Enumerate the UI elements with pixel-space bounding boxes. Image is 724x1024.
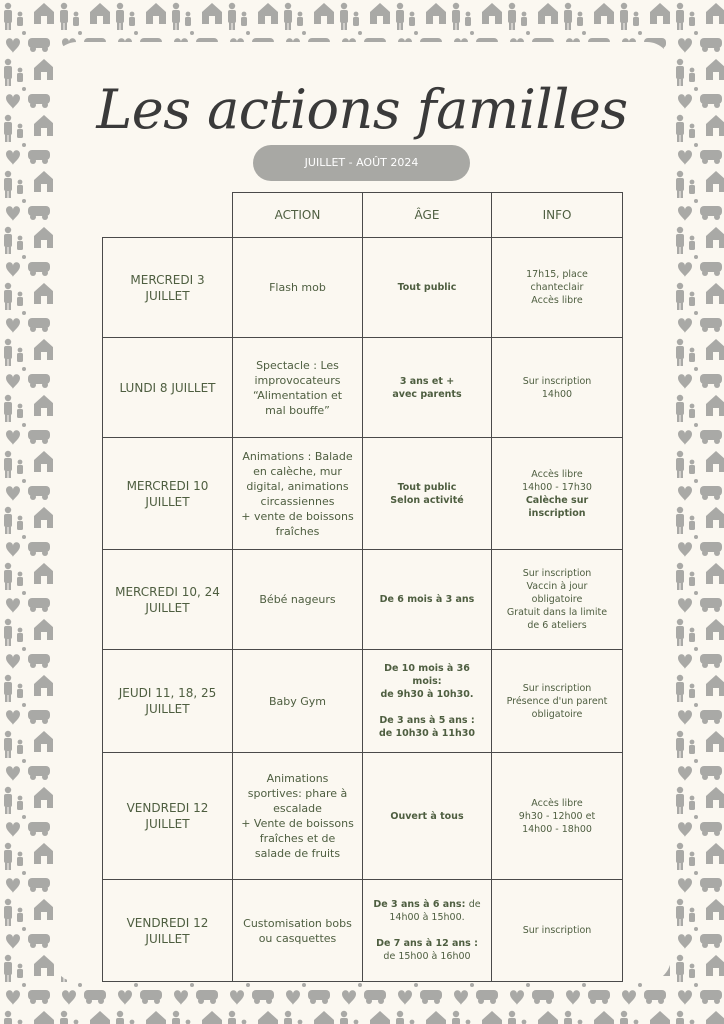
row-info: Sur inscription Vaccin à jour obligatoire Gratuit dans la limite de 6 ateliers — [492, 550, 623, 650]
table-row — [103, 238, 623, 338]
header-blank-cell — [103, 193, 233, 238]
row-day: LUNDI 8 JUILLET — [103, 338, 233, 438]
row-action: Bébé nageurs — [233, 550, 363, 650]
row-day: JEUDI 11, 18, 25 JUILLET — [103, 650, 233, 753]
page-title: Les actions familles — [96, 78, 628, 141]
row-age: Tout public Selon activité — [363, 438, 492, 550]
row-age: De 10 mois à 36 mois: de 9h30 à 10h30. De 3 ans à 5 ans : de 10h30 à 11h30 — [363, 650, 492, 753]
row-action: Customisation bobs ou casquettes — [233, 880, 363, 982]
table-row — [103, 880, 623, 982]
row-age: Ouvert à tous — [363, 753, 492, 880]
row-action: Baby Gym — [233, 650, 363, 753]
row-day: VENDREDI 12 JUILLET — [103, 880, 233, 982]
row-age: De 3 ans à 6 ans: de 14h00 à 15h00. De 7 ans à 12 ans : de 15h00 à 16h00 — [363, 880, 492, 982]
row-day: MERCREDI 10, 24 JUILLET — [103, 550, 233, 650]
table-row — [103, 753, 623, 880]
row-action: Spectacle : Les improvocateurs “Alimentation et mal bouffe” — [233, 338, 363, 438]
period-badge: JUILLET - AOÛT 2024 — [253, 145, 470, 181]
row-action: Animations : Balade en calèche, mur digital, animations circassiennes + vente de boissons fraîches — [233, 438, 363, 550]
table-row — [103, 550, 623, 650]
row-info: Sur inscription Présence d'un parent obligatoire — [492, 650, 623, 753]
header-age: ÂGE — [363, 193, 492, 238]
row-age: 3 ans et + avec parents — [363, 338, 492, 438]
row-info: Sur inscription — [492, 880, 623, 982]
header-action: ACTION — [233, 193, 363, 238]
row-action: Animations sportives: phare à escalade + Vente de boissons fraîches et de salade de fruits — [233, 753, 363, 880]
row-day: MERCREDI 3 JUILLET — [103, 238, 233, 338]
row-day: VENDREDI 12 JUILLET — [103, 753, 233, 880]
row-age: De 6 mois à 3 ans — [363, 550, 492, 650]
table-header-row — [103, 193, 623, 238]
schedule-table — [102, 192, 623, 982]
table-row — [103, 650, 623, 753]
row-age: Tout public — [363, 238, 492, 338]
row-info: Sur inscription 14h00 — [492, 338, 623, 438]
row-info: Accès libre 14h00 - 17h30 Calèche sur inscription — [492, 438, 623, 550]
row-day: MERCREDI 10 JUILLET — [103, 438, 233, 550]
table-row — [103, 438, 623, 550]
row-action: Flash mob — [233, 238, 363, 338]
table-row — [103, 338, 623, 438]
row-info: 17h15, place chanteclair Accès libre — [492, 238, 623, 338]
row-info: Accès libre 9h30 - 12h00 et 14h00 - 18h00 — [492, 753, 623, 880]
header-info: INFO — [492, 193, 623, 238]
